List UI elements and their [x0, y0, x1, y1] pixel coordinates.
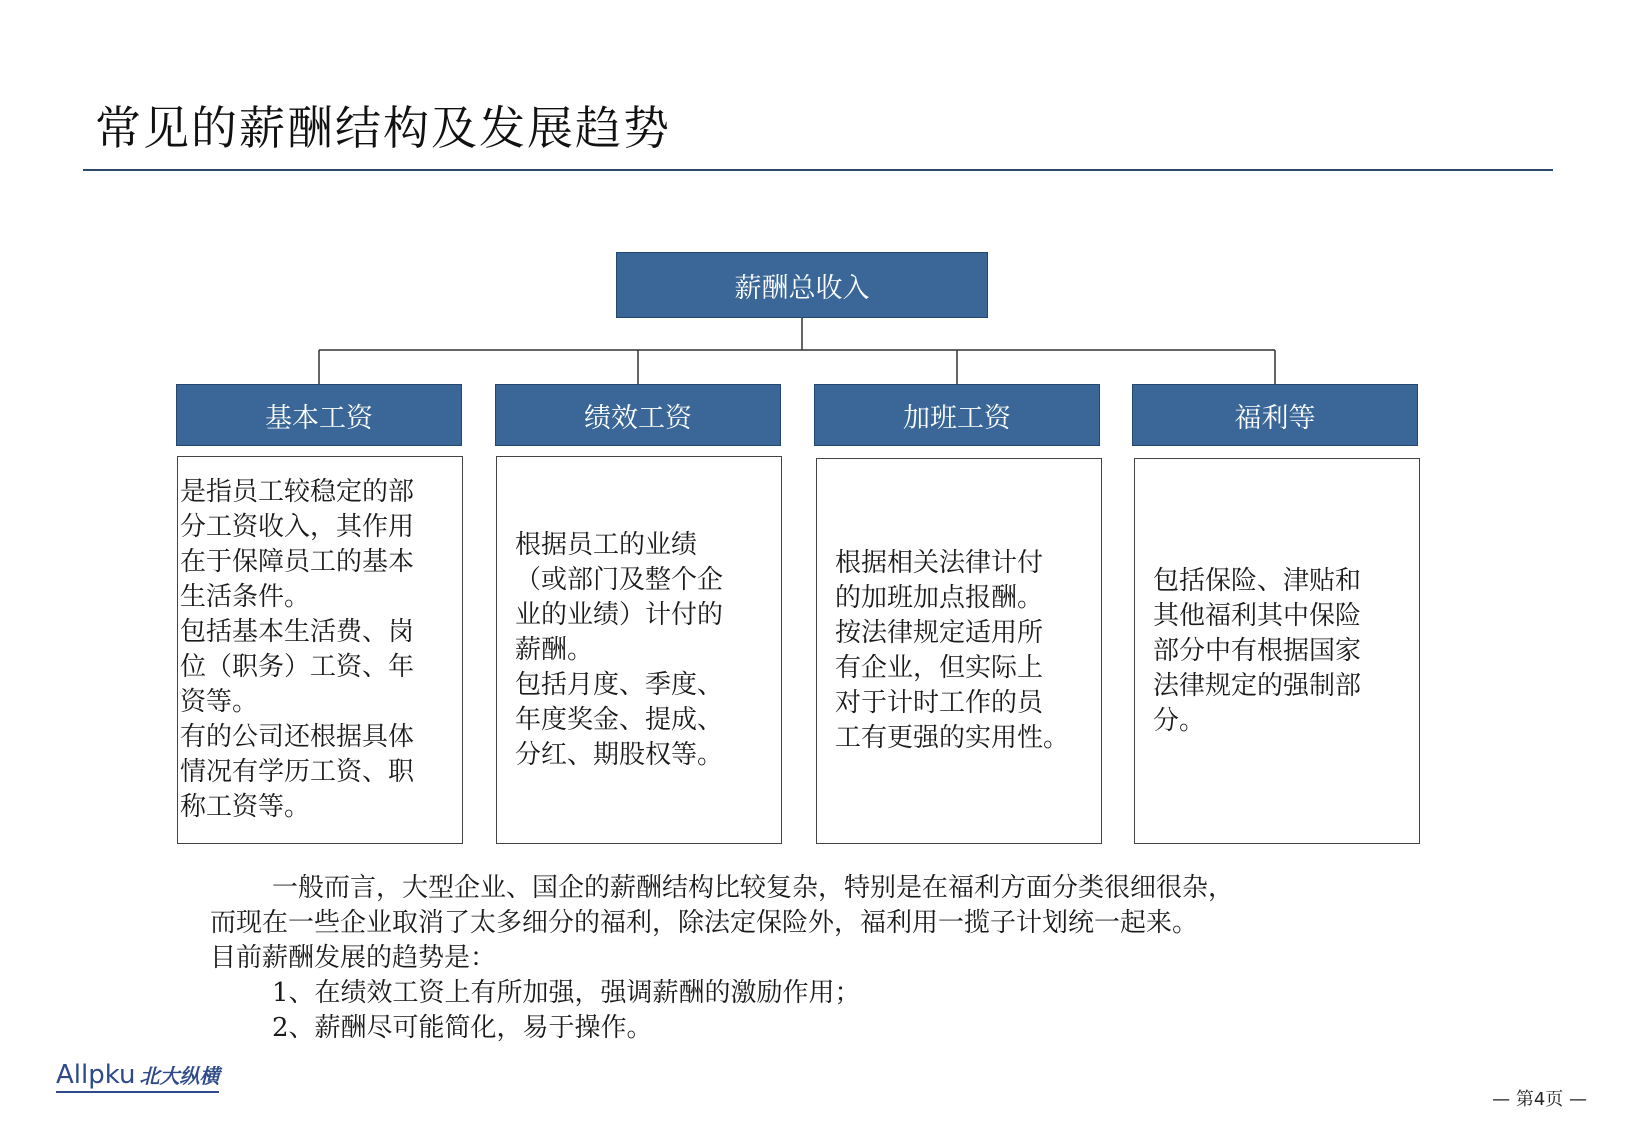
desc-line: 按法律规定适用所 [835, 618, 1044, 648]
desc-box-benefits [1134, 458, 1420, 844]
category-node-performance-pay: 绩效工资 [495, 384, 781, 446]
desc-line: 法律规定的强制部 [1153, 670, 1362, 701]
category-node-benefits: 福利等 [1132, 384, 1418, 446]
desc-line: 是指员工较稳定的部 [180, 477, 415, 507]
trend-item-1: 1、在绩效工资上有所加强，强调薪酬的激励作用； [272, 978, 861, 1008]
desc-box-overtime-pay [816, 458, 1102, 844]
desc-line: 分。 [1153, 705, 1206, 736]
desc-line: 对于计时工作的员 [835, 688, 1044, 718]
page-title: 常见的薪酬结构及发展趋势 [95, 101, 671, 155]
desc-line: 分红、期股权等。 [515, 739, 724, 770]
desc-line: 分工资收入，其作用 [180, 512, 415, 542]
summary-paragraph-line-1: 一般而言，大型企业、国企的薪酬结构比较复杂，特别是在福利方面分类很细很杂， [272, 873, 1235, 903]
company-logo [56, 1060, 219, 1093]
category-node-overtime-pay: 加班工资 [814, 384, 1100, 446]
desc-line: 包括月度、季度、 [515, 669, 724, 700]
desc-line: 工有更强的实用性。 [835, 723, 1070, 753]
desc-line: 生活条件。 [180, 582, 311, 612]
desc-line: 业的业绩）计付的 [515, 599, 724, 630]
category-node-basic-salary: 基本工资 [176, 384, 462, 446]
desc-line: 根据员工的业绩 [515, 529, 698, 560]
logo-chinese-text: 北大纵横 [139, 1064, 220, 1088]
desc-line: 称工资等。 [180, 792, 311, 822]
desc-line: 位（职务）工资、年 [180, 652, 415, 682]
summary-paragraph-line-2: 而现在一些企业取消了太多细分的福利，除法定保险外，福利用一揽子计划统一起来。 [210, 908, 1199, 938]
desc-line: 包括保险、津贴和 [1153, 565, 1362, 596]
desc-line: 在于保障员工的基本 [180, 547, 415, 577]
desc-line: 包括基本生活费、岗 [180, 617, 415, 647]
desc-line: 的加班加点报酬。 [835, 583, 1044, 613]
desc-line: 薪酬。 [515, 634, 594, 665]
trend-item-2: 2、薪酬尽可能简化，易于操作。 [272, 1013, 653, 1043]
logo-latin-text: Allpku [56, 1060, 136, 1090]
page-number: — 第4页 — [1492, 1089, 1587, 1110]
desc-line: 年度奖金、提成、 [515, 704, 724, 735]
desc-line: （或部门及整个企 [515, 564, 724, 595]
desc-box-basic-salary [177, 456, 463, 844]
desc-line: 部分中有根据国家 [1153, 635, 1362, 666]
desc-line: 资等。 [180, 687, 259, 717]
desc-line: 有企业，但实际上 [835, 653, 1044, 683]
root-node: 薪酬总收入 [616, 252, 988, 318]
desc-line: 情况有学历工资、职 [180, 757, 415, 787]
desc-box-performance-pay [496, 456, 782, 844]
desc-line: 根据相关法律计付 [835, 548, 1044, 578]
desc-line: 其他福利其中保险 [1153, 600, 1362, 631]
trend-heading: 目前薪酬发展的趋势是： [210, 943, 497, 973]
desc-line: 有的公司还根据具体 [180, 722, 415, 752]
